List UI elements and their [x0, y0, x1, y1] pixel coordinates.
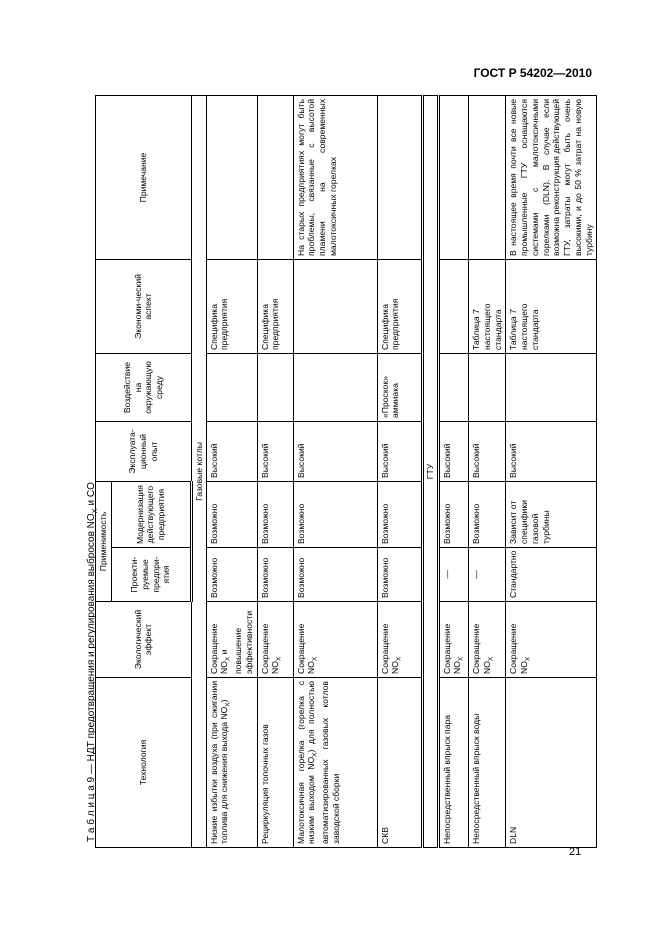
cell-new-plants: —	[469, 548, 506, 602]
cell-technology: Низкие избытки воздуха (при сжигании топлива для снижения выхода $NO_X$)	[206, 678, 257, 848]
cell-env-impact	[206, 353, 257, 421]
cell-technology: Непосредственный впрыск пара	[438, 678, 469, 848]
cell-note: В настоящее время почти все новые промышленные ГТУ оснащаются системами с малотоксичными горелками (DLN). В случае если возможна реконструкция действующей ГТУ, затраты могут быть очень высокими, и до 50 % затрат на новую турбину	[506, 95, 597, 259]
col-note: Примечание	[96, 95, 192, 259]
cell-experience: Высокий	[257, 421, 293, 481]
cell-experience: Высокий	[293, 421, 377, 481]
table-row	[293, 95, 377, 847]
cell-experience: Высокий	[506, 421, 597, 481]
table-row	[257, 95, 293, 847]
cell-note	[469, 95, 506, 259]
cell-modernization: Возможно	[377, 481, 422, 547]
cell-experience: Высокий	[377, 421, 422, 481]
col-modernization: Модернизация действующего предприятия	[111, 481, 191, 547]
col-applicability: Применимость	[96, 481, 112, 601]
col-env-impact: Воздействие на окружающую среду	[96, 353, 192, 421]
cell-new-plants: Возможно	[257, 548, 293, 602]
cell-env-impact	[438, 353, 469, 421]
table-row	[438, 95, 469, 847]
cell-eco-effect: Сокращение $NO_X$	[257, 602, 293, 678]
page-number: 21	[569, 846, 582, 858]
cell-eco-effect: Сокращение $NO_X$	[293, 602, 377, 678]
cell-env-impact	[506, 353, 597, 421]
cell-note: На старых предприятиях могут быть проблемы, связанные с высотой пламени на современных малотоксичных горелках	[293, 95, 377, 259]
cell-note	[206, 95, 257, 259]
table-row	[506, 95, 597, 847]
cell-technology: СКВ	[377, 678, 422, 848]
col-eco-effect: Экологический эффект	[96, 602, 192, 678]
col-technology: Технология	[96, 678, 192, 848]
cell-modernization: Возможно	[293, 481, 377, 547]
cell-economic: Специфика предприятия	[257, 259, 293, 353]
cell-env-impact	[293, 353, 377, 421]
cell-economic: Таблица 7 настоящего стандарта	[469, 259, 506, 353]
table-row	[377, 95, 422, 847]
cell-new-plants: Стандартно	[506, 548, 597, 602]
cell-experience: Высокий	[438, 421, 469, 481]
cell-modernization: Возможно	[206, 481, 257, 547]
col-economic: Экономи-ческий аспект	[96, 259, 192, 353]
cell-economic	[293, 259, 377, 353]
cell-modernization: Возможно	[469, 481, 506, 547]
cell-new-plants: Возможно	[206, 548, 257, 602]
cell-note	[377, 95, 422, 259]
cell-env-impact	[257, 353, 293, 421]
cell-eco-effect: Сокращение $NO_X$	[469, 602, 506, 678]
cell-env-impact	[469, 353, 506, 421]
cell-eco-effect: Сокращение $NO_X$ и повышение эффективности	[206, 602, 257, 678]
col-new-plants: Проекти-руемые предпри-ятия	[111, 548, 191, 602]
cell-technology: Рециркуляция топочных газов	[257, 678, 293, 848]
table-row	[469, 95, 506, 847]
col-experience: Эксплуата-ционный опыт	[96, 421, 192, 481]
bat-table	[95, 95, 597, 848]
table-caption: Т а б л и ц а 9 — НДТ предотвращения и регулирования выбросов $NO_X$ и CO	[86, 482, 99, 842]
cell-note	[257, 95, 293, 259]
cell-modernization: Возможно	[257, 481, 293, 547]
cell-eco-effect: Сокращение $NO_X$	[438, 602, 469, 678]
cell-new-plants: Возможно	[377, 548, 422, 602]
cell-technology: DLN	[506, 678, 597, 848]
cell-new-plants: —	[438, 548, 469, 602]
cell-experience: Высокий	[206, 421, 257, 481]
cell-experience: Высокий	[469, 421, 506, 481]
standard-number: ГОСТ Р 54202—2010	[473, 66, 592, 80]
table-row	[206, 95, 257, 847]
cell-technology: Непосредственный впрыск воды	[469, 678, 506, 848]
cell-economic: Специфика предприятия	[377, 259, 422, 353]
cell-economic	[438, 259, 469, 353]
cell-modernization: Зависит от специфики газовой турбины	[506, 481, 597, 547]
table-container	[95, 96, 594, 848]
cell-technology: Малотоксичная горелка (горелка с низким выходом $NO_X$) для полностью автоматизированных газовых котлов заводской сборки	[293, 678, 377, 848]
section-title: ГТУ	[422, 95, 438, 847]
cell-economic: Специфика предприятия	[206, 259, 257, 353]
cell-env-impact: «Проскок» аммиака	[377, 353, 422, 421]
cell-note	[438, 95, 469, 259]
cell-economic: Таблица 7 настоящего стандарта	[506, 259, 597, 353]
cell-modernization: Возможно	[438, 481, 469, 547]
section-title: Газовые котлы	[191, 95, 206, 847]
cell-eco-effect: Сокращение $NO_X$	[377, 602, 422, 678]
cell-eco-effect: Сокращение $NO_X$	[506, 602, 597, 678]
cell-new-plants: Возможно	[293, 548, 377, 602]
